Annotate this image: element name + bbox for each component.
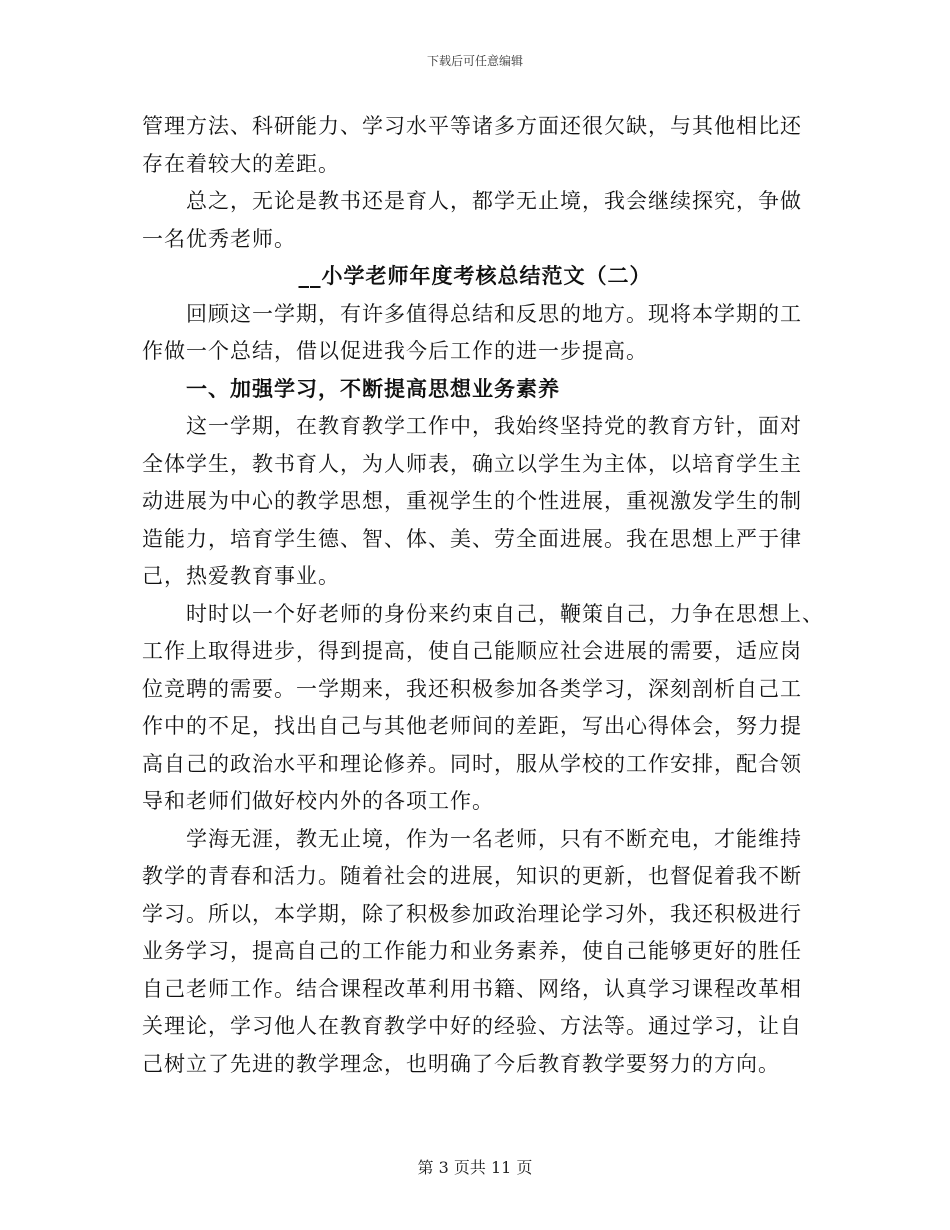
paragraph-line: 学海无涯，教无止境，作为一名老师，只有不断充电，才能维持 (186, 826, 802, 851)
page-number: 第 3 页共 11 页 (417, 1158, 533, 1177)
paragraph-line: 总之，无论是教书还是育人，都学无止境，我会继续探究，争做 (186, 189, 802, 213)
page-header: 下载后可任意编辑 (426, 54, 523, 68)
paragraph-line: 时时以一个好老师的身份来约束自己，鞭策自己，力争在思想上、 (186, 601, 824, 626)
paragraph-line: 存在着较大的差距。 (142, 151, 340, 176)
paragraph-line: 教学的青春和活力。随着社会的进展，知识的更新，也督促着我不断 (142, 864, 802, 888)
paragraph-line: 己，热爱教育事业。 (142, 564, 340, 588)
paragraph-line: 自己老师工作。结合课程改革利用书籍、网络，认真学习课程改革相 (142, 976, 802, 1001)
paragraph-line: 导和老师们做好校内外的各项工作。 (142, 789, 494, 813)
paragraph-line: 回顾这一学期，有许多值得总结和反思的地方。现将本学期的工 (186, 301, 802, 326)
paragraph-line: 造能力，培育学生德、智、体、美、劳全面进展。我在思想上严于律 (142, 526, 802, 551)
paragraph-line: 业务学习，提高自己的工作能力和业务素养，使自己能够更好的胜任 (142, 939, 802, 963)
paragraph-line: 己树立了先进的教学理念，也明确了今后教育教学要努力的方向。 (142, 1051, 780, 1076)
paragraph-line: 全体学生，教书育人，为人师表，确立以学生为主体，以培育学生主 (142, 451, 802, 476)
subsection-heading: 一、加强学习，不断提高思想业务素养 (186, 376, 560, 401)
paragraph-line: 这一学期，在教育教学工作中，我始终坚持党的教育方针，面对 (186, 414, 802, 438)
section-title: __小学老师年度考核总结范文（二） (298, 264, 652, 288)
paragraph-line: 工作上取得进步，得到提高，使自己能顺应社会进展的需要，适应岗 (142, 639, 802, 663)
paragraph-line: 位竞聘的需要。一学期来，我还积极参加各类学习，深刻剖析自己工 (142, 676, 802, 701)
document-body (142, 108, 824, 1083)
paragraph-line: 学习。所以，本学期，除了积极参加政治理论学习外，我还积极进行 (142, 901, 802, 926)
paragraph-line: 高自己的政治水平和理论修养。同时，服从学校的工作安排，配合领 (142, 751, 802, 776)
paragraph-line: 一名优秀老师。 (142, 226, 296, 251)
paragraph-line: 关理论，学习他人在教育教学中好的经验、方法等。通过学习，让自 (142, 1014, 802, 1038)
paragraph-line: 管理方法、科研能力、学习水平等诸多方面还很欠缺，与其他相比还 (142, 114, 802, 138)
paragraph-line: 作中的不足，找出自己与其他老师间的差距，写出心得体会，努力提 (142, 714, 802, 738)
paragraph-line: 动进展为中心的教学思想，重视学生的个性进展，重视激发学生的制 (142, 489, 802, 513)
paragraph-line: 作做一个总结，借以促进我今后工作的进一步提高。 (142, 339, 648, 363)
